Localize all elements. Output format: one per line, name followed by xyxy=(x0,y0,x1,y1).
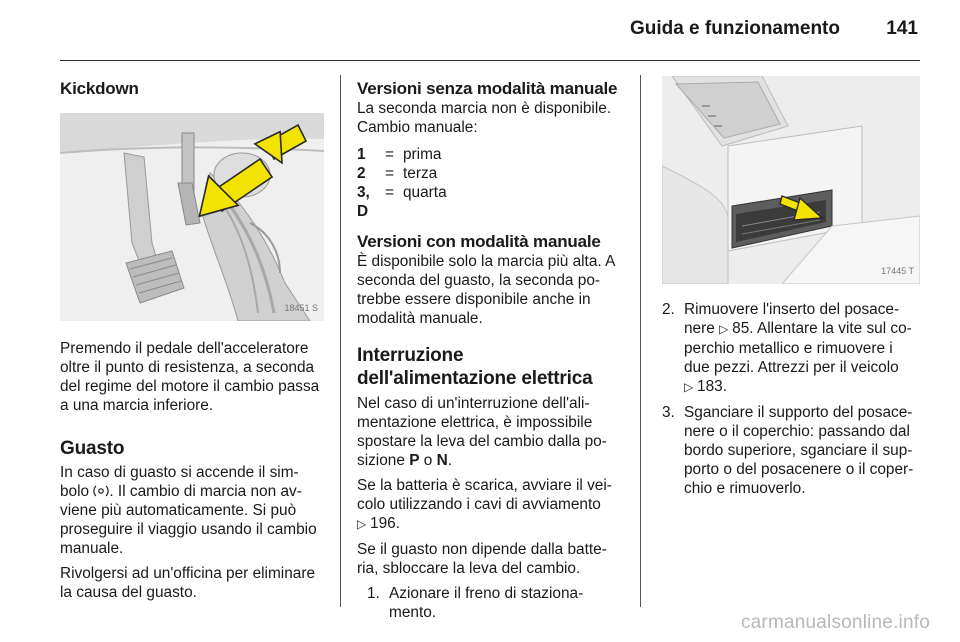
batteria-ref: 196. xyxy=(370,515,401,532)
step-text xyxy=(684,300,922,397)
interruzione-heading-line1: Interruzione xyxy=(357,345,464,366)
interruzione-heading-line2: dell'alimentazione elettrica xyxy=(357,368,593,389)
guasto-text-2: Rivolgersi ad un'officina per eliminare la causa del guasto. xyxy=(60,565,316,601)
gear-row xyxy=(357,164,625,183)
ashtray-illustration xyxy=(662,76,920,284)
ashtray-figure xyxy=(662,76,920,284)
column-divider-right xyxy=(640,75,641,607)
guasto-text xyxy=(60,463,324,558)
guasto-text-b: . Il cambio di marcia non av-viene più automaticamente. Si può proseguire il viaggio usando il cambio manuale. xyxy=(60,483,317,557)
step-number: 1. xyxy=(367,585,380,602)
step-1 xyxy=(357,584,625,622)
position-n: N xyxy=(436,452,448,469)
gear-row xyxy=(357,145,625,164)
guasto-text-a: In caso di guasto si accende il sim-bolo xyxy=(60,464,299,500)
figure-id: 17445 T xyxy=(881,266,914,276)
step-3 xyxy=(662,403,922,498)
step-text: Azionare il freno di staziona-mento. xyxy=(389,585,584,621)
guasto-heading: Guasto xyxy=(60,438,125,459)
gear-value: quarta xyxy=(403,184,447,201)
column-divider-left xyxy=(340,75,341,607)
kickdown-text: Premendo il pedale dell'acceleratore oltre il punto di resistenza, a seconda del regime del motore il cambio passa a una marcia inferiore. xyxy=(60,340,320,414)
senza-heading: Versioni senza modalità manuale xyxy=(357,79,618,98)
step2-text-a: Rimuovere l'inserto del posace-nere xyxy=(684,301,900,337)
column-right xyxy=(662,72,922,498)
step2-ref2: 183. xyxy=(697,378,728,395)
column-middle xyxy=(357,72,625,622)
gear-eq: = xyxy=(385,146,394,163)
interruzione-text-a: Nel caso di un'interruzione dell'ali-mentazione elettrica, è impossibile spostare la leva del cambio dalla po-sizione xyxy=(357,395,607,469)
page-ref-icon: ▷ xyxy=(719,322,733,336)
step-text: Sganciare il supporto del posace-nere o il coperchio: passando dal bordo superiore, sganciare il sup-porto o del posacenere o il coper-chio e rimuoverlo. xyxy=(684,404,914,497)
column-left xyxy=(60,72,324,602)
interruzione-heading xyxy=(357,344,625,390)
senza-text: La seconda marcia non è disponibile. Cambio manuale: xyxy=(357,100,612,136)
step-number: 3. xyxy=(662,404,675,421)
gear-key: 1 xyxy=(357,146,366,163)
transmission-warning-icon xyxy=(93,483,109,495)
page-ref-icon: ▷ xyxy=(357,517,371,531)
kickdown-heading: Kickdown xyxy=(60,79,139,98)
interruzione-or: o xyxy=(419,452,437,469)
page-ref-icon: ▷ xyxy=(684,380,698,394)
page-number: 141 xyxy=(886,18,918,39)
gear-key: 3, D xyxy=(357,184,370,220)
batteria-text xyxy=(357,476,625,534)
figure-id: 18451 S xyxy=(284,303,318,313)
position-p: P xyxy=(409,452,420,469)
gear-list xyxy=(357,145,625,221)
page-header-title: Guida e funzionamento xyxy=(629,18,840,39)
gear-eq: = xyxy=(385,165,394,182)
gear-value: prima xyxy=(403,146,442,163)
gear-row xyxy=(357,183,625,221)
gear-eq: = xyxy=(385,184,394,201)
watermark: carmanualsonline.info xyxy=(740,612,930,633)
con-text: È disponibile solo la marcia più alta. A seconda del guasto, la seconda po-trebbe essere disponibile anche in modalità manuale. xyxy=(357,253,615,327)
interruzione-dot: . xyxy=(447,452,452,469)
pedal-illustration xyxy=(60,113,324,321)
sblocco-text: Se il guasto non dipende dalla batte-ria, sbloccare la leva del cambio. xyxy=(357,541,607,577)
interruzione-text xyxy=(357,394,625,470)
step2-ref1: 85 xyxy=(732,320,750,337)
con-heading: Versioni con modalità manuale xyxy=(357,232,601,251)
header-rule xyxy=(60,60,920,61)
gear-key: 2 xyxy=(357,165,366,182)
kickdown-figure xyxy=(60,113,324,321)
step-number: 2. xyxy=(662,301,675,318)
batteria-text-main: Se la batteria è scarica, avviare il vei-colo utilizzando i cavi di avviamento xyxy=(357,477,612,513)
step2-text-b: . Allentare la vite sul co-perchio metallico e rimuovere i due pezzi. Attrezzi per il veicolo xyxy=(684,320,912,376)
step-2 xyxy=(662,300,922,397)
gear-value: terza xyxy=(403,165,438,182)
